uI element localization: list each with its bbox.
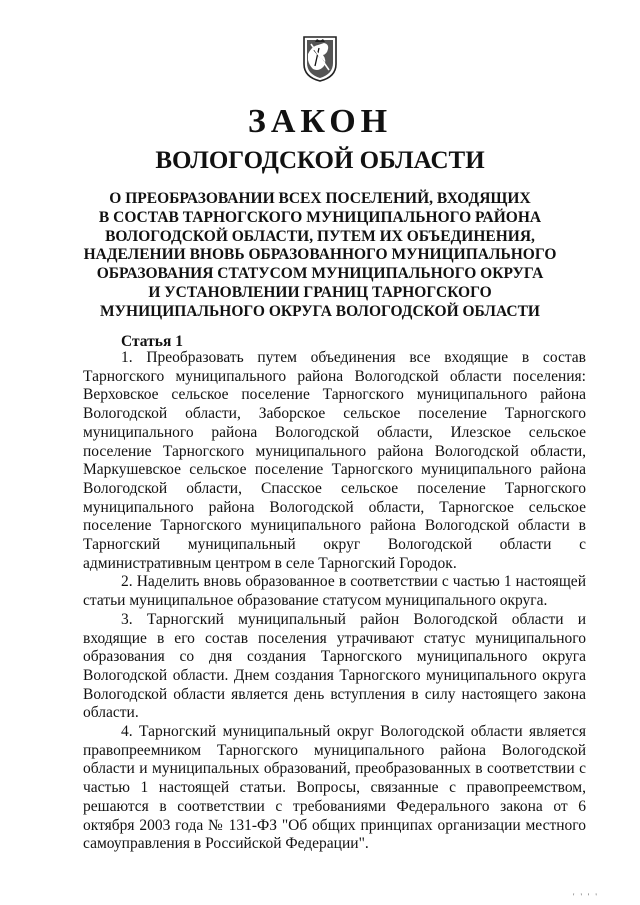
- article-paragraph: 2. Наделить вновь образованное в соответствии с частью 1 настоящей статьи муниципальное образование статусом муниципального округа.: [83, 573, 586, 610]
- document-subtitle: ВОЛОГОДСКОЙ ОБЛАСТИ: [155, 147, 485, 174]
- subject-line: В СОСТАВ ТАРНОГСКОГО МУНИЦИПАЛЬНОГО РАЙОНА: [98, 208, 542, 226]
- page-mark: ' ' ' ': [573, 892, 599, 901]
- subject-line: МУНИЦИПАЛЬНОГО ОКРУГА ВОЛОГОДСКОЙ ОБЛАСТИ: [100, 302, 540, 320]
- article-paragraph: 3. Тарногский муниципальный район Вологодской области и входящие в его состав поселения утрачивают статус муниципального образования со дня создания Тарногского муниципального округа Вологодской области. Днем создания Тарногского муниципального округа Вологодской области является день вступления в силу настоящего закона области.: [83, 610, 586, 722]
- subject-line: О ПРЕОБРАЗОВАНИИ ВСЕХ ПОСЕЛЕНИЙ, ВХОДЯЩИХ: [109, 190, 531, 207]
- subject-line: ОБРАЗОВАНИЯ СТАТУСОМ МУНИЦИПАЛЬНОГО ОКРУГА: [96, 265, 544, 283]
- subject-line: ВОЛОГОДСКОЙ ОБЛАСТИ, ПУТЕМ ИХ ОБЪЕДИНЕНИЯ,: [105, 227, 535, 245]
- law-subject: [80, 190, 560, 322]
- article-body: [83, 349, 586, 854]
- article-paragraph: 1. Преобразовать путем объединения все входящие в состав Тарногского муниципального района Вологодской области поселения: Верховское сельское поселение Тарногского муниципального района Вологодской области, Заборское сельское поселение Тарногского муниципального района Вологодской области, Илезское сельское поселение Тарногского муниципального района Вологодской области, Маркушевское сельское поселение Тарногского муниципального района Вологодской области, Спасское сельское поселение Тарногского муниципального района Вологодской области, Тарногское сельское поселение Тарногского муниципального района Вологодской области в Тарногский муниципальный округ Вологодской области с административным центром в селе Тарногский Городок.: [83, 349, 586, 572]
- article-paragraph: 4. Тарногский муниципальный округ Вологодской области является правопреемником Тарногского муниципального района Вологодской области и муниципальных образований, преобразованных в соответствии с частью 1 настоящей статьи. Вопросы, связанные с правопреемством, решаются в соответствии с требованиями Федерального закона от 6 октября 2003 года № 131-ФЗ "Об общих принципах организации местного самоуправления в Российской Федерации".: [83, 723, 586, 853]
- coat-of-arms-icon: [303, 36, 337, 82]
- subject-line: И УСТАНОВЛЕНИИ ГРАНИЦ ТАРНОГСКОГО: [148, 283, 492, 301]
- article-heading: Статья 1: [121, 333, 183, 350]
- document-title: ЗАКОН: [247, 103, 393, 140]
- subject-line: НАДЕЛЕНИИ ВНОВЬ ОБРАЗОВАННОГО МУНИЦИПАЛЬНОГО: [83, 246, 557, 264]
